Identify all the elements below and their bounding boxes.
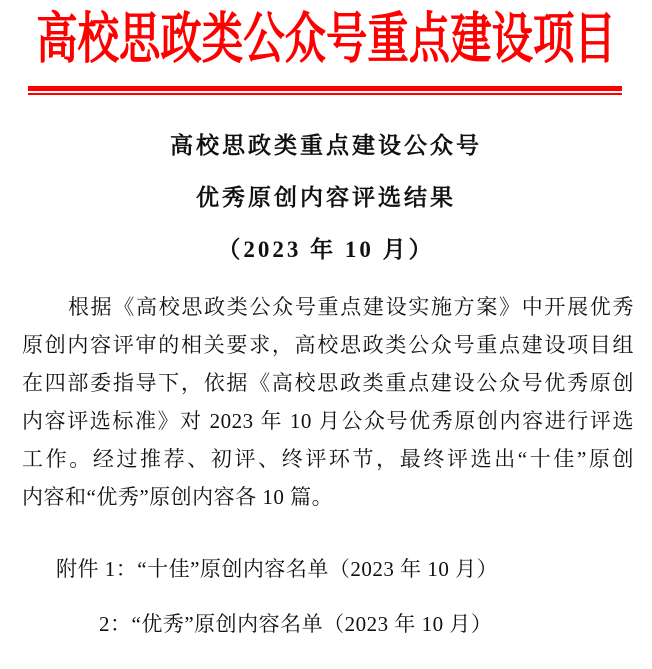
body-line-2: 原创内容评审的相关要求，高校思政类公众号重点建设项目组 bbox=[22, 333, 634, 357]
document-title bbox=[0, 120, 652, 276]
title-line-3: （2023 年 10 月） bbox=[217, 237, 435, 262]
body-line-4: 内容评选标准》对 2023 年 10 月公众号优秀原创内容进行评选 bbox=[22, 409, 634, 433]
body-line-1: 根据《高校思政类公众号重点建设实施方案》中开展优秀 bbox=[68, 295, 634, 319]
body-line-6: 内容和“优秀”原创内容各 10 篇。 bbox=[22, 485, 334, 509]
masthead-title: 高校思政类公众号重点建设项目 bbox=[36, 6, 616, 71]
double-red-rule bbox=[28, 86, 622, 95]
body-line-3: 在四部委指导下，依据《高校思政类重点建设公众号优秀原创 bbox=[22, 371, 634, 395]
title-line-2: 优秀原创内容评选结果 bbox=[196, 185, 456, 210]
body-paragraph bbox=[22, 288, 634, 516]
attachment-line-2: 2：“优秀”原创内容名单（2023 年 10 月） bbox=[99, 612, 493, 636]
body-line-5: 工作。经过推荐、初评、终评环节，最终评选出“十佳”原创 bbox=[22, 447, 634, 471]
attachment-line-1: 附件 1：“十佳”原创内容名单（2023 年 10 月） bbox=[56, 557, 499, 581]
masthead bbox=[0, 6, 652, 71]
title-line-1: 高校思政类重点建设公众号 bbox=[170, 133, 482, 158]
